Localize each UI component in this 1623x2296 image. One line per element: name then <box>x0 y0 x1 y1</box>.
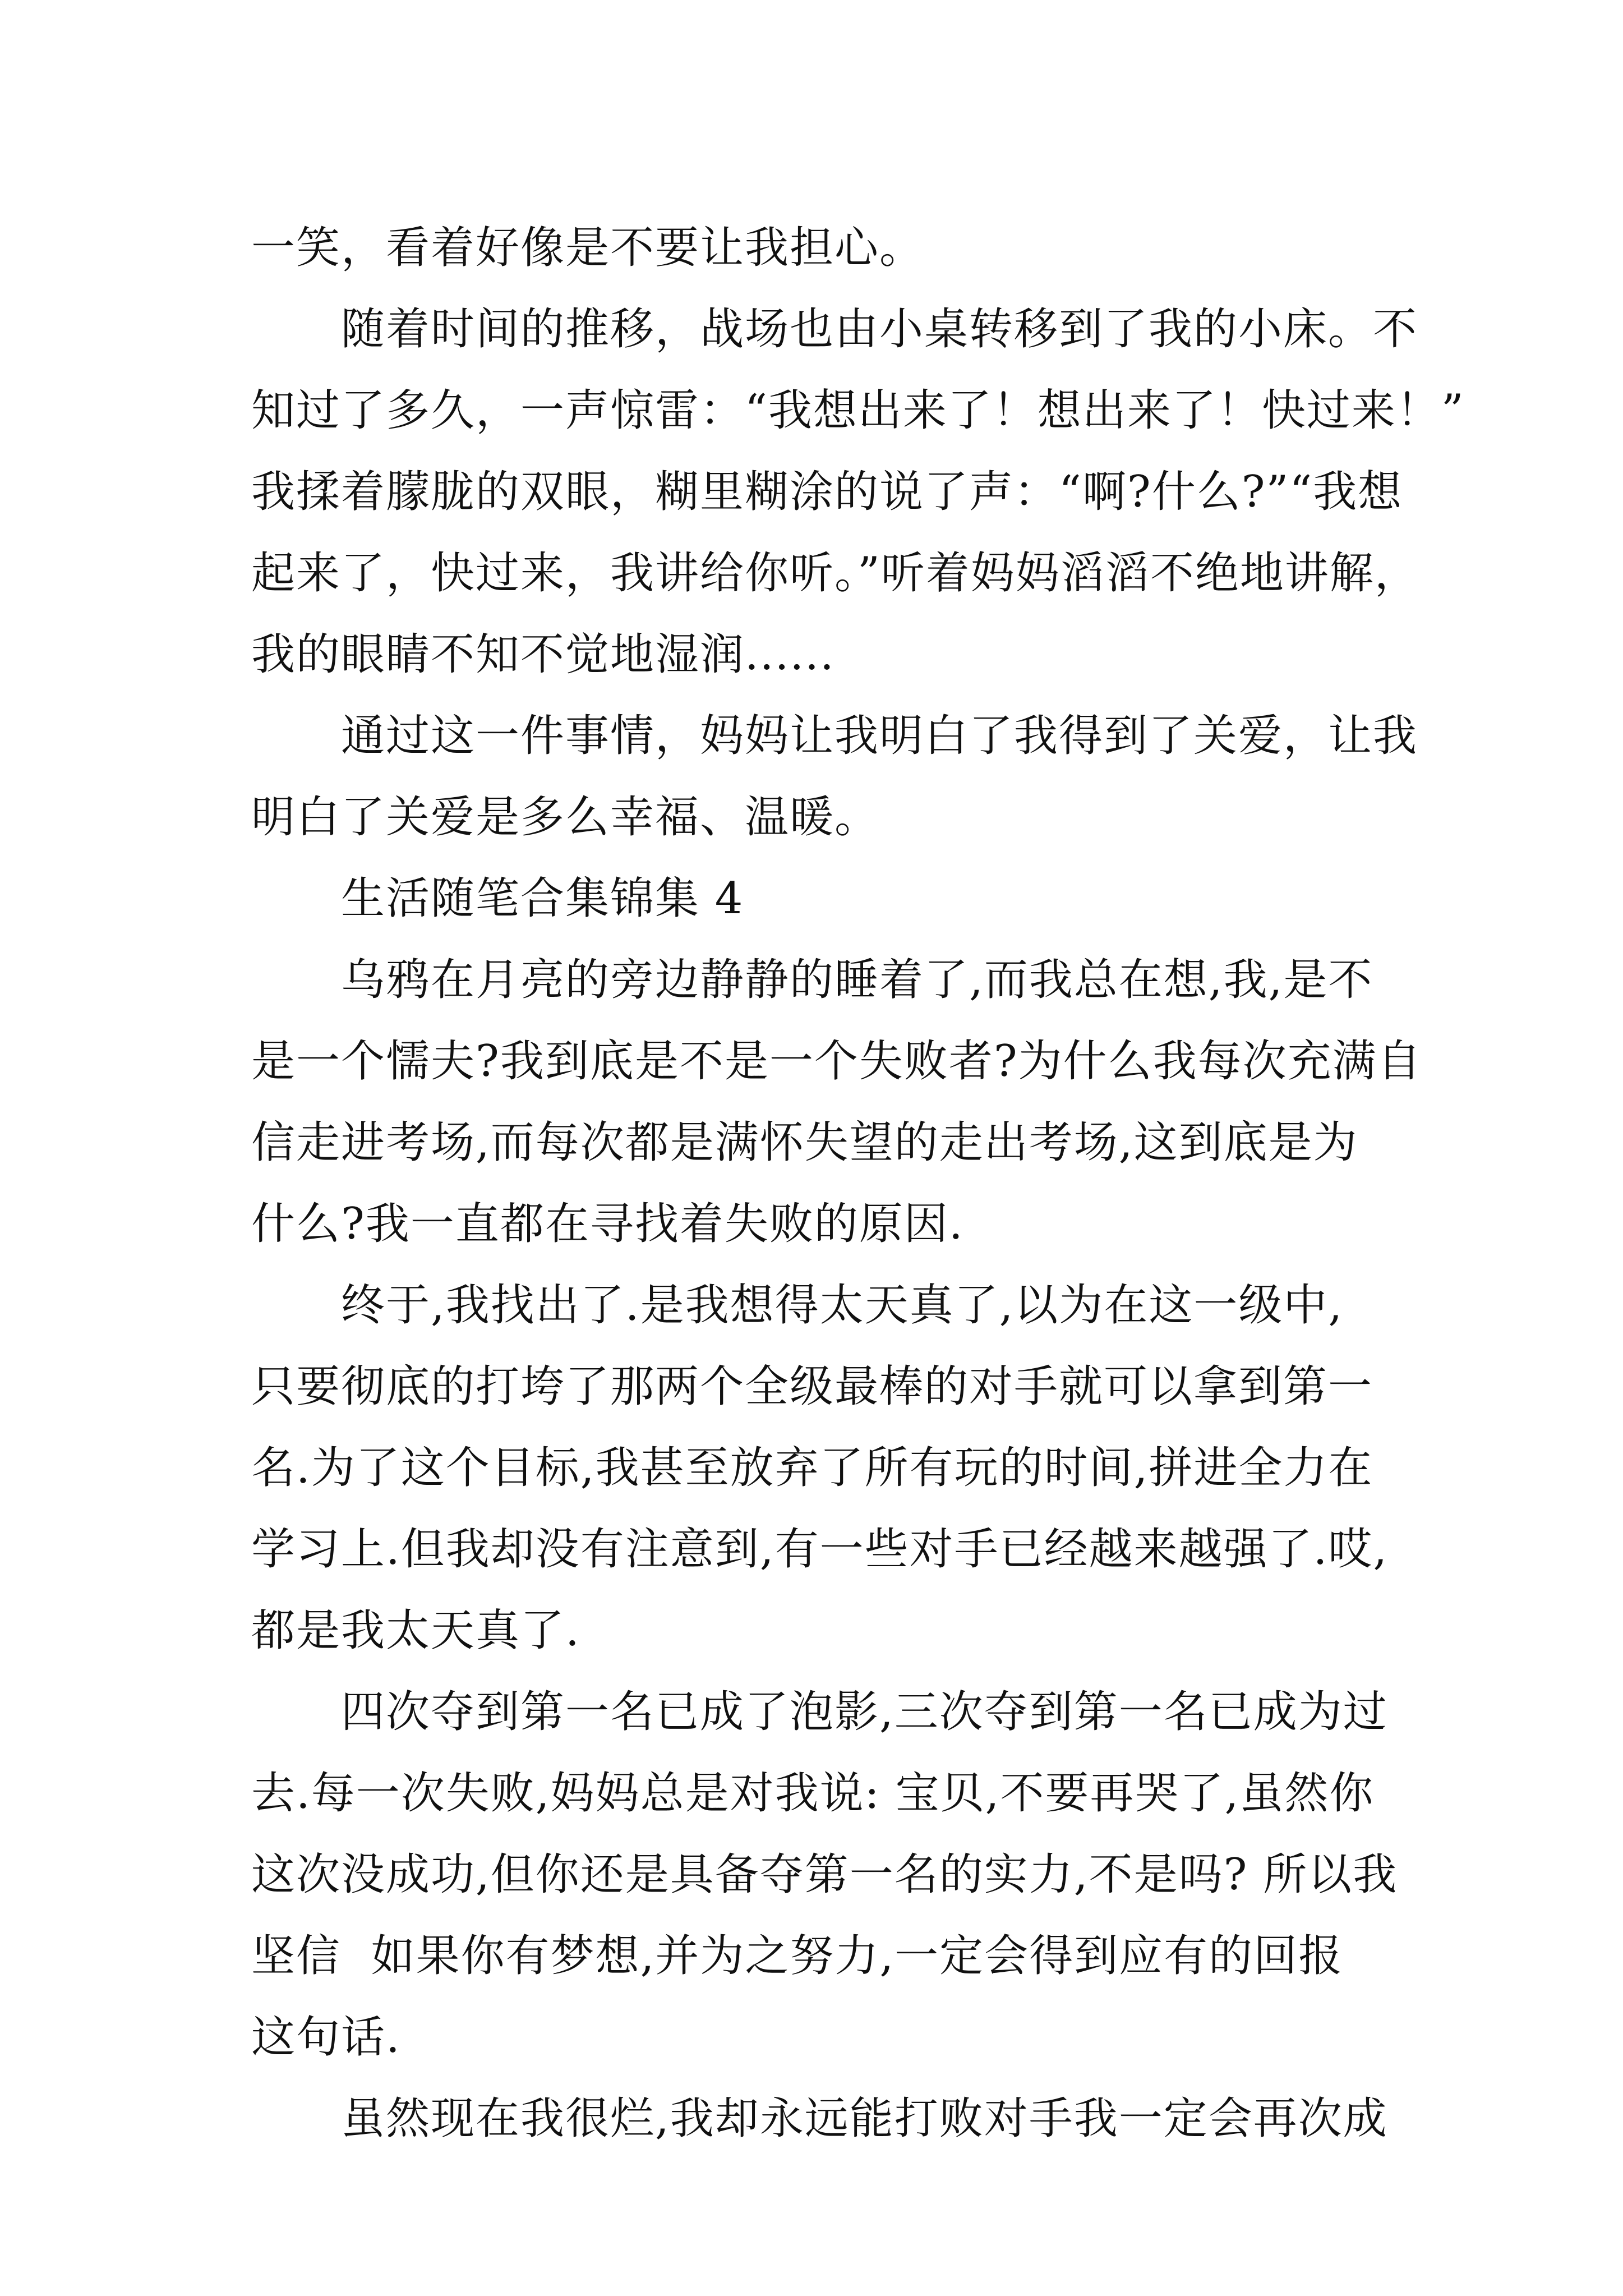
text-line: 一笑，看着好像是不要让我担心。 <box>251 223 925 273</box>
text-line: 这句话. <box>251 2012 401 2063</box>
text-line: 起来了，快过来，我讲给你听。”听着妈妈滔滔不绝地讲解， <box>251 548 1419 599</box>
text-line: 虽然现在我很烂,我却永远能打败对手我一定会再次成 <box>251 2093 1388 2144</box>
text-line: 是一个懦夫?我到底是不是一个失败者?为什么我每次充满自 <box>251 1036 1422 1087</box>
text-line: 我的眼睛不知不觉地湿润...... <box>251 629 835 680</box>
text-line: 四次夺到第一名已成了泡影,三次夺到第一名已成为过 <box>251 1687 1388 1737</box>
text-line: 这次没成功,但你还是具备夺第一名的实力,不是吗? 所以我 <box>251 1849 1398 1900</box>
text-line: 知过了多久，一声惊雷：“我想出来了！想出来了！快过来！” <box>251 385 1465 436</box>
text-line: 明白了关爱是多么幸福、温暖。 <box>251 792 880 843</box>
body-text <box>251 208 1465 2160</box>
text-line: 都是我太天真了. <box>251 1605 580 1656</box>
text-line: 我揉着朦胧的双眼，糊里糊涂的说了声：“啊?什么?”“我想 <box>251 467 1403 517</box>
text-line: 学习上.但我却没有注意到,有一些对手已经越来越强了.哎, <box>251 1524 1389 1575</box>
text-line: 坚信 如果你有梦想,并为之努力,一定会得到应有的回报 <box>251 1931 1344 1981</box>
text-line: 名.为了这个目标,我甚至放弃了所有玩的时间,拼进全力在 <box>251 1443 1373 1493</box>
section-heading: 生活随笔合集锦集 4 <box>251 873 744 924</box>
text-line: 终于,我找出了.是我想得太天真了,以为在这一级中, <box>251 1280 1344 1331</box>
text-line: 信走进考场,而每次都是满怀失望的走出考场,这到底是为 <box>251 1117 1358 1168</box>
text-line: 乌鸦在月亮的旁边静静的睡着了,而我总在想,我,是不 <box>251 955 1373 1005</box>
text-line: 只要彻底的打垮了那两个全级最棒的对手就可以拿到第一 <box>251 1361 1373 1412</box>
text-line: 随着时间的推移，战场也由小桌转移到了我的小床。不 <box>251 304 1418 355</box>
text-line: 通过这一件事情，妈妈让我明白了我得到了关爱，让我 <box>251 711 1418 761</box>
text-line: 去.每一次失败,妈妈总是对我说: 宝贝,不要再哭了,虽然你 <box>251 1768 1375 1819</box>
text-line: 什么?我一直都在寻找着失败的原因. <box>251 1199 964 1249</box>
